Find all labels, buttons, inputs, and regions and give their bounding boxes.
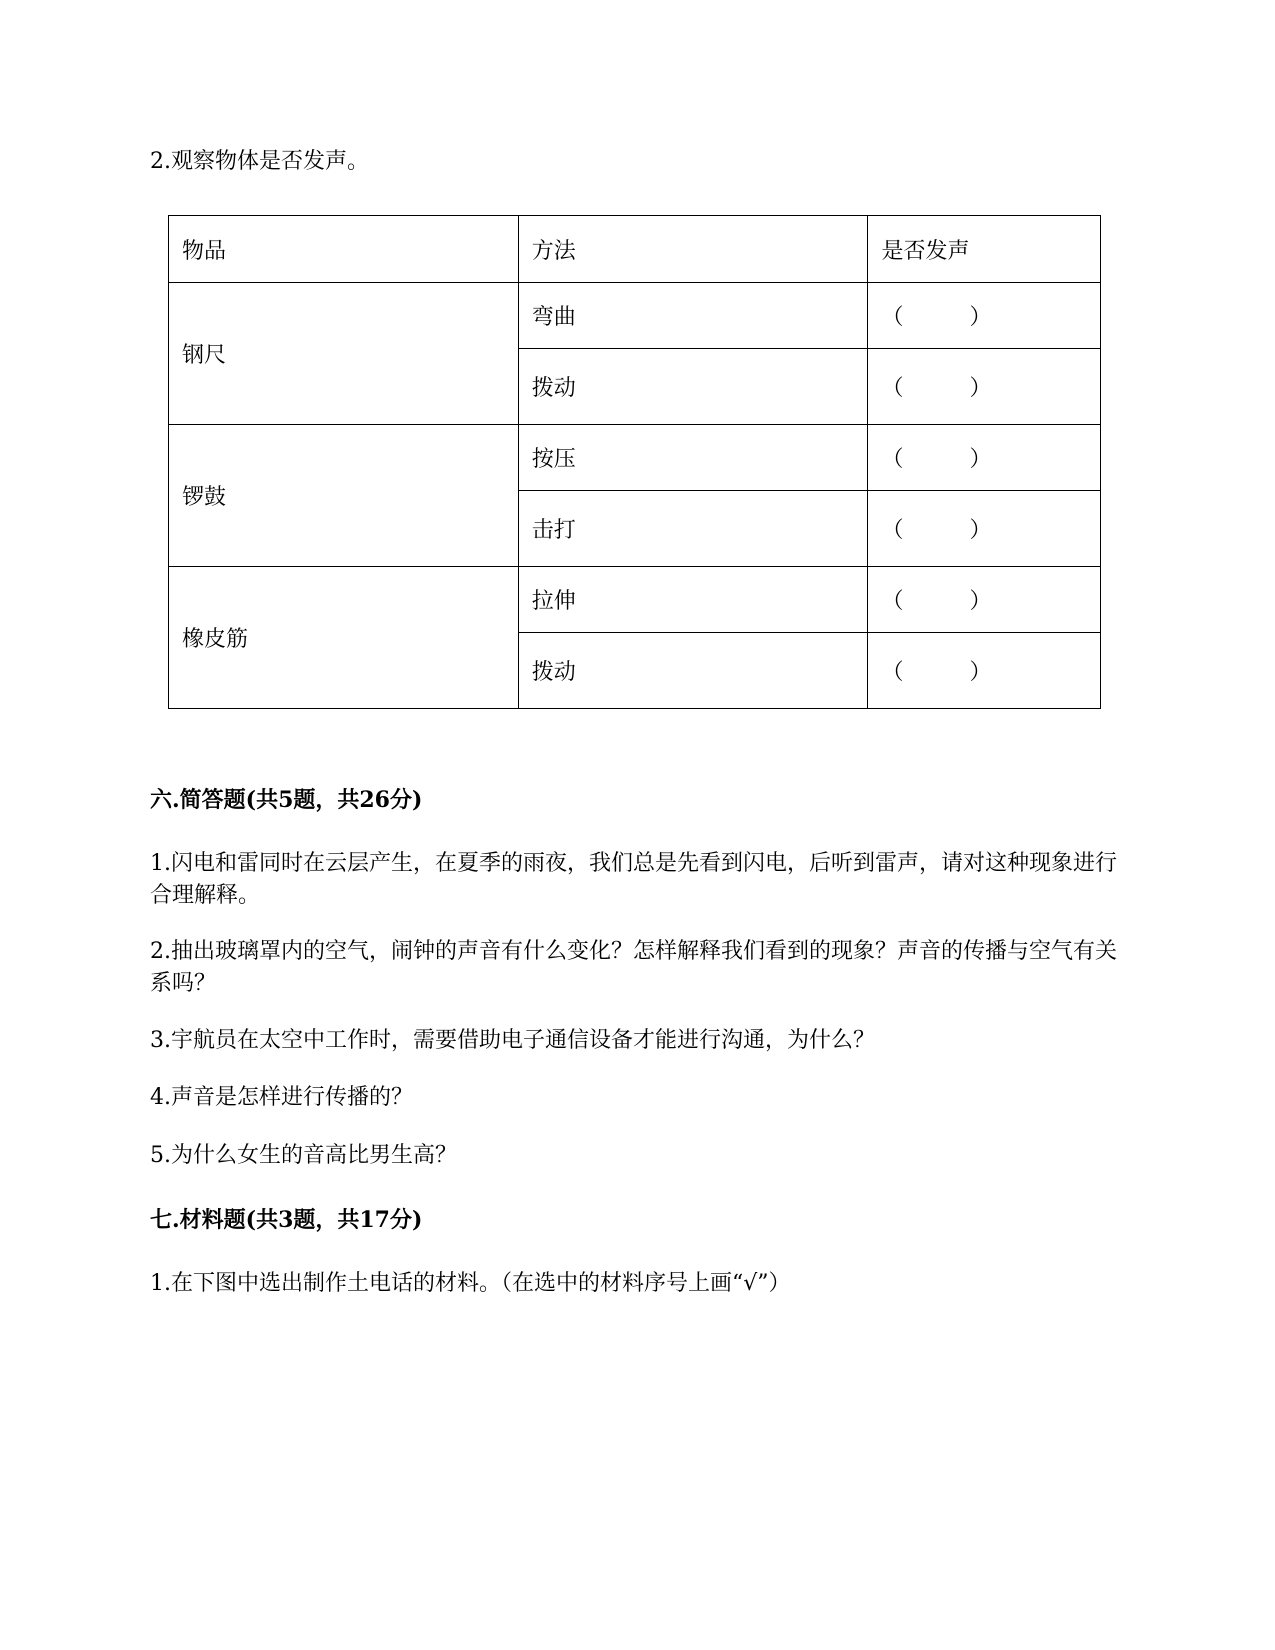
method-cell: 拨动 (518, 633, 868, 709)
short-answer-question-5: 5.为什么女生的音高比男生高？ (150, 1143, 457, 1168)
header-method: 方法 (518, 216, 868, 283)
method-cell: 弯曲 (518, 283, 868, 349)
answer-blank[interactable]: （ ） (868, 283, 1101, 349)
short-answer-question-4: 4.声音是怎样进行传播的？ (150, 1085, 413, 1110)
short-answer-question-2: 2.抽出玻璃罩内的空气，闹钟的声音有什么变化？怎样解释我们看到的现象？声音的传播与空气有关系吗？ (150, 939, 1117, 996)
method-cell: 按压 (518, 425, 868, 491)
short-answer-question-3: 3.宇航员在太空中工作时，需要借助电子通信设备才能进行沟通，为什么？ (150, 1028, 875, 1053)
answer-blank[interactable]: （ ） (868, 491, 1101, 567)
header-sound: 是否发声 (868, 216, 1101, 283)
answer-blank[interactable]: （ ） (868, 633, 1101, 709)
short-answer-question-1: 1.闪电和雷同时在云层产生，在夏季的雨夜，我们总是先看到闪电，后听到雷声，请对这种现象进行合理解释。 (150, 851, 1117, 908)
section-short-answer-title: 六.简答题(共5题，共26分) (150, 787, 423, 813)
table-row (169, 425, 1101, 491)
item-cell: 锣鼓 (169, 425, 519, 567)
table-header-row (169, 216, 1101, 283)
answer-blank[interactable]: （ ） (868, 567, 1101, 633)
table-row (169, 567, 1101, 633)
item-cell: 橡皮筋 (169, 567, 519, 709)
method-cell: 击打 (518, 491, 868, 567)
header-item: 物品 (169, 216, 519, 283)
answer-blank[interactable]: （ ） (868, 425, 1101, 491)
method-cell: 拨动 (518, 349, 868, 425)
method-cell: 拉伸 (518, 567, 868, 633)
answer-blank[interactable]: （ ） (868, 349, 1101, 425)
material-question-1: 1.在下图中选出制作土电话的材料。（在选中的材料序号上画“√”） (150, 1271, 791, 1296)
item-cell: 钢尺 (169, 283, 519, 425)
section-material-title: 七.材料题(共3题，共17分) (150, 1207, 423, 1233)
table-row (169, 283, 1101, 349)
sound-observation-table (168, 215, 1101, 709)
question-observe-sound: 2.观察物体是否发声。 (150, 149, 369, 174)
